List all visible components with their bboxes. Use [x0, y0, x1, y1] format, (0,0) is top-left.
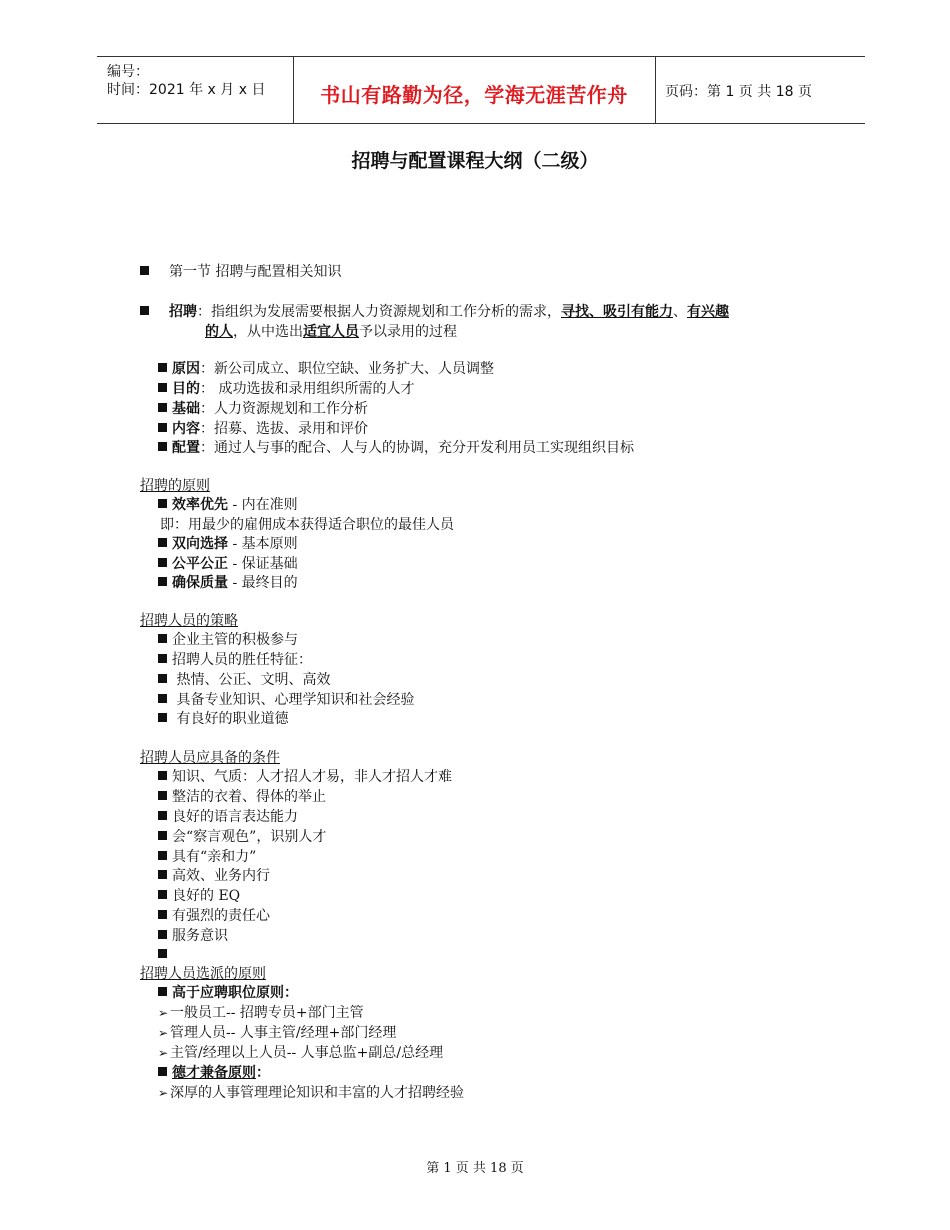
- item-term: 公平公正: [172, 556, 228, 572]
- item-text: 高效、业务内行: [172, 868, 270, 884]
- item-text: 具备专业知识、心理学知识和社会经验: [172, 692, 415, 708]
- bullet-square-icon: [158, 499, 167, 508]
- arrow-bullet-icon: ➢: [158, 1046, 169, 1060]
- list-item: [158, 419, 368, 439]
- item-text: 一般员工-- 招聘专员+部门主管: [170, 1005, 364, 1021]
- item-text: 整洁的衣着、得体的举止: [172, 789, 326, 805]
- definition-sep: 、: [673, 304, 687, 320]
- selection-heading: 招聘人员选派的原则: [140, 966, 266, 982]
- bullet-square-icon: [158, 910, 167, 919]
- item-text: 主管/经理以上人员-- 人事总监+副总/总经理: [170, 1045, 444, 1061]
- bullet-square-icon: [158, 713, 167, 722]
- list-item: [158, 807, 298, 827]
- list-item: [158, 650, 312, 670]
- item-term: 目的: [172, 381, 200, 397]
- definition-text: ：指组织为发展需要根据人力资源规划和工作分析的需求，: [197, 304, 561, 320]
- item-text: 具有“亲和力”: [172, 849, 257, 865]
- item-term: 基础: [172, 401, 200, 417]
- bullet-square-icon: [158, 558, 167, 567]
- list-item: [158, 1043, 443, 1063]
- item-text: 知识、气质：人才招人才易，非人才招人才难: [172, 769, 452, 785]
- item-text: ：招募、选拔、录用和评价: [200, 421, 368, 437]
- rule-colon: ：: [256, 1065, 270, 1081]
- definition-line-2: [205, 322, 457, 342]
- arrow-bullet-icon: ➢: [158, 1006, 169, 1020]
- item-term: 确保质量: [172, 575, 228, 591]
- item-text: 服务意识: [172, 928, 228, 944]
- bullet-square-icon: [158, 771, 167, 780]
- list-item: [158, 709, 288, 729]
- rule-colon: ：: [284, 985, 298, 1001]
- list-item: [158, 438, 634, 458]
- bullet-square-icon: [158, 791, 167, 800]
- principles-note: 即：用最少的雇佣成本获得适合职位的最佳人员: [160, 517, 454, 533]
- list-item: [158, 495, 298, 515]
- list-item: [158, 554, 298, 574]
- item-text: - 基本原则: [228, 536, 298, 552]
- bullet-square-icon: [158, 674, 167, 683]
- header-right-cell: [655, 57, 865, 123]
- list-item: [158, 866, 270, 886]
- definition-line-1: [140, 302, 729, 322]
- definition-text-2: ，从中选出: [233, 324, 303, 340]
- bullet-square-icon: [158, 577, 167, 586]
- rule-title: 高于应聘职位原则: [172, 985, 284, 1001]
- header-table: [97, 56, 865, 124]
- list-item: [158, 926, 228, 946]
- bullet-square-icon: [140, 266, 149, 275]
- arrow-bullet-icon: ➢: [158, 1086, 169, 1100]
- item-text: 有良好的职业道德: [172, 711, 289, 727]
- list-item: [158, 1063, 270, 1083]
- bullet-square-icon: [158, 831, 167, 840]
- list-item: [158, 359, 494, 379]
- number-label: 编号：: [107, 64, 149, 80]
- arrow-bullet-icon: ➢: [158, 1026, 169, 1040]
- item-term: 双向选择: [172, 536, 228, 552]
- item-text: ： 成功选拔和录用组织所需的人才: [200, 381, 415, 397]
- item-text: - 内在准则: [228, 497, 298, 513]
- list-item: [158, 1003, 364, 1023]
- list-item: [158, 690, 414, 710]
- bullet-square-icon: [158, 930, 167, 939]
- definition-key-2: 有兴趣: [687, 304, 729, 320]
- item-text: 管理人员-- 人事主管/经理+部门经理: [170, 1025, 397, 1041]
- bullet-square-icon: [158, 949, 167, 958]
- bullet-square-icon: [158, 634, 167, 643]
- page-info: 页码：第 1 页 共 18 页: [665, 84, 812, 100]
- list-item: [158, 906, 270, 926]
- bullet-square-icon: [158, 383, 167, 392]
- item-text: 深厚的人事管理理论知识和丰富的人才招聘经验: [170, 1085, 464, 1101]
- list-item: [158, 630, 298, 650]
- item-text: ：新公司成立、职位空缺、业务扩大、人员调整: [200, 361, 494, 377]
- principles-heading: 招聘的原则: [140, 478, 210, 494]
- item-text: 招聘人员的胜任特征：: [172, 652, 312, 668]
- definition-key-2-cont: 的人: [205, 324, 233, 340]
- list-item: [158, 534, 298, 554]
- list-item: [158, 399, 368, 419]
- bullet-square-icon: [158, 654, 167, 663]
- header-left-cell: [97, 57, 294, 123]
- bullet-square-icon: [158, 538, 167, 547]
- list-item: [158, 827, 326, 847]
- definition-key-1: 寻找、吸引有能力: [561, 304, 673, 320]
- list-item: [158, 787, 326, 807]
- rule-title: 德才兼备原则: [172, 1065, 256, 1081]
- item-text: 会“察言观色”，识别人才: [172, 829, 327, 845]
- definition-text-3: 予以录用的过程: [359, 324, 457, 340]
- conditions-heading: 招聘人员应具备的条件: [140, 750, 280, 766]
- list-item: [158, 379, 414, 399]
- list-item: [158, 886, 240, 906]
- list-item: [158, 1083, 464, 1103]
- bullet-square-icon: [158, 363, 167, 372]
- list-item: [158, 983, 298, 1003]
- list-item: [158, 670, 330, 690]
- list-item: [158, 573, 298, 593]
- bullet-square-icon: [158, 851, 167, 860]
- item-text: - 保证基础: [228, 556, 298, 572]
- list-item: [158, 1023, 396, 1043]
- time-label: 时间：2021 年 x 月 x 日: [107, 82, 266, 98]
- item-text: ：人力资源规划和工作分析: [200, 401, 368, 417]
- bullet-square-icon: [158, 694, 167, 703]
- list-item: [158, 945, 172, 965]
- bullet-square-icon: [158, 811, 167, 820]
- list-item: [158, 847, 256, 867]
- item-text: - 最终目的: [228, 575, 298, 591]
- definition-key-3: 适宜人员: [303, 324, 359, 340]
- page-footer: 第 1 页 共 18 页: [426, 1161, 524, 1176]
- item-text: 热情、公正、文明、高效: [172, 672, 331, 688]
- motto: 书山有路勤为径，学海无涯苦作舟: [320, 83, 628, 107]
- definition-term: 招聘: [169, 304, 197, 320]
- strategy-heading: 招聘人员的策略: [140, 613, 238, 629]
- section-heading: [140, 262, 341, 282]
- header-middle-cell: [293, 57, 656, 123]
- item-text: 有强烈的责任心: [172, 908, 270, 924]
- item-term: 内容: [172, 421, 200, 437]
- bullet-square-icon: [158, 442, 167, 451]
- item-term: 原因: [172, 361, 200, 377]
- bullet-square-icon: [158, 423, 167, 432]
- bullet-square-icon: [158, 890, 167, 899]
- bullet-square-icon: [158, 1067, 167, 1076]
- bullet-square-icon: [140, 306, 149, 315]
- document-title: 招聘与配置课程大纲（二级）: [351, 150, 599, 172]
- item-term: 配置: [172, 440, 200, 456]
- section-title: 第一节 招聘与配置相关知识: [169, 264, 342, 280]
- item-term: 效率优先: [172, 497, 228, 513]
- bullet-square-icon: [158, 987, 167, 996]
- item-text: 良好的 EQ: [172, 888, 241, 904]
- list-item: [158, 767, 452, 787]
- item-text: 企业主管的积极参与: [172, 632, 298, 648]
- item-text: 良好的语言表达能力: [172, 809, 298, 825]
- bullet-square-icon: [158, 403, 167, 412]
- item-text: ：通过人与事的配合、人与人的协调，充分开发利用员工实现组织目标: [200, 440, 634, 456]
- bullet-square-icon: [158, 870, 167, 879]
